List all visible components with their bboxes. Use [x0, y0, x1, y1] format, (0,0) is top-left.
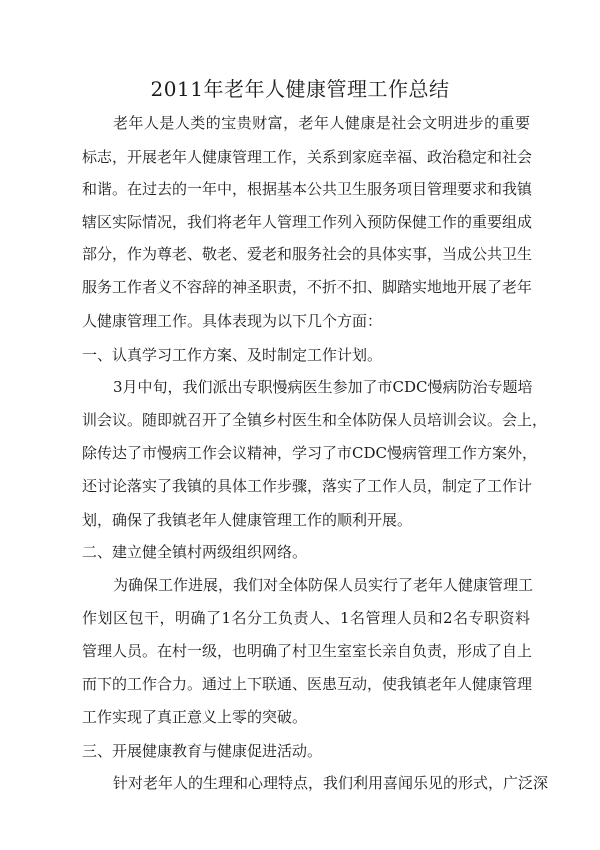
- paragraph-line: 辖区实际情况，我们将老年人管理工作列入预防保健工作的重要组成: [82, 213, 533, 231]
- paragraph-line: 作划区包干，明确了1名分工负责人、1名管理人员和2名专职资料: [82, 609, 530, 627]
- paragraph-line: 还讨论落实了我镇的具体工作步骤，落实了工作人员，制定了工作计: [82, 477, 533, 495]
- section-heading: 三、开展健康教育与健康促进活动。: [82, 742, 323, 760]
- section-heading: 一、认真学习工作方案、及时制定工作计划。: [82, 346, 383, 364]
- paragraph-line: 而下的工作合力。通过上下联通、医患互动，使我镇老年人健康管理: [82, 675, 533, 693]
- paragraph-line: 和谐。在过去的一年中，根据基本公共卫生服务项目管理要求和我镇: [82, 180, 533, 198]
- paragraph-line: 标志，开展老年人健康管理工作，关系到家庭幸福、政治稳定和社会: [82, 148, 533, 166]
- paragraph-line: 人健康管理工作。具体表现为以下几个方面：: [82, 312, 383, 330]
- paragraph-line: 3月中旬，我们派出专职慢病医生参加了市CDC慢病防治专题培: [113, 378, 533, 396]
- paragraph-line: 老年人是人类的宝贵财富，老年人健康是社会文明进步的重要: [113, 114, 530, 132]
- document-title: 2011年老年人健康管理工作总结: [150, 77, 450, 101]
- paragraph-line: 工作实现了真正意义上零的突破。: [82, 708, 308, 726]
- paragraph-line: 为确保工作进展，我们对全体防保人员实行了老年人健康管理工: [113, 576, 534, 594]
- paragraph-line: 训会议。随即就召开了全镇乡村医生和全体防保人员培训会议。会上，: [82, 411, 548, 429]
- section-heading: 二、建立健全镇村两级组织网络。: [82, 543, 308, 561]
- paragraph-line: 部分，作为尊老、敬老、爱老和服务社会的具体实事，当成公共卫生: [82, 245, 533, 263]
- paragraph-line: 划，确保了我镇老年人健康管理工作的顺利开展。: [82, 511, 413, 529]
- paragraph-line: 管理人员。在村一级，也明确了村卫生室室长亲自负责，形成了自上: [82, 642, 533, 660]
- paragraph-line: 除传达了市慢病工作会议精神，学习了市CDC慢病管理工作方案外，: [82, 444, 537, 462]
- paragraph-line: 针对老年人的生理和心理特点，我们利用喜闻乐见的形式，广泛深: [113, 774, 549, 792]
- paragraph-line: 服务工作者义不容辞的神圣职责，不折不扣、脚踏实地地开展了老年: [82, 278, 533, 296]
